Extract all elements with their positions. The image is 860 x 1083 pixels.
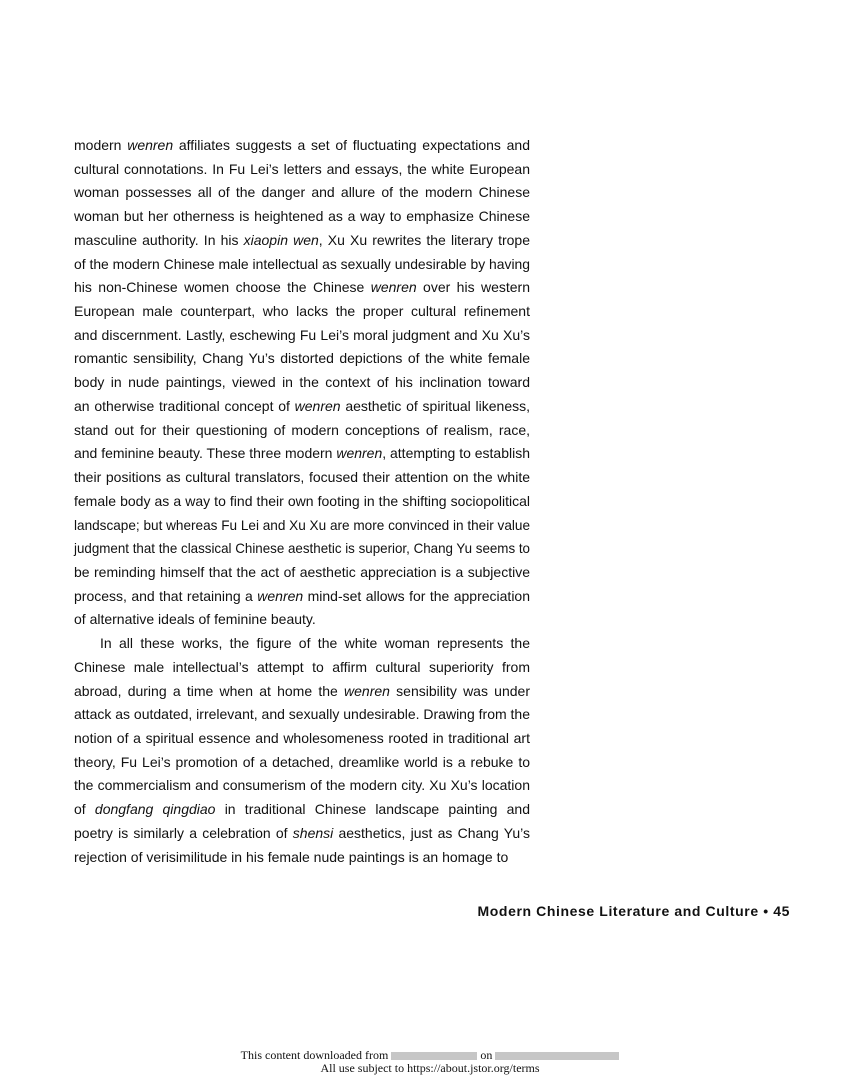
text-line-content [74, 608, 316, 632]
text-line [74, 680, 530, 704]
text-line [74, 466, 530, 490]
text-line-content [74, 514, 530, 538]
redacted-ip [391, 1052, 477, 1060]
text-run: an otherwise traditional concept of [74, 397, 295, 414]
text-run: rejection of verisimilitude in his female nude paintings is an homage to [74, 848, 509, 865]
text-line [74, 608, 530, 632]
notice-line-2: All use subject to https://about.jstor.org/terms [320, 1061, 540, 1075]
text-run: attack as outdated, irrelevant, and sexually undesirable. Drawing from the [74, 706, 530, 723]
text-line [74, 703, 530, 727]
text-line [74, 632, 530, 656]
text-line [74, 561, 530, 585]
text-run: abroad, during a time when at home the [74, 682, 345, 699]
text-line-content [74, 585, 530, 609]
text-line-content [74, 561, 530, 585]
text-run: in traditional Chinese landscape painting and [215, 801, 530, 818]
text-run: , Xu Xu rewrites the literary trope [318, 231, 530, 248]
text-run: cultural connotations. In Fu Lei’s letters and essays, the white European [74, 160, 530, 177]
text-line [74, 822, 530, 846]
text-run: theory, Fu Lei’s promotion of a detached, dreamlike world is a rebuke to [74, 753, 530, 770]
text-run: female body as a way to find their own footing in the shifting sociopolitical [74, 492, 530, 509]
text-line-content [74, 276, 530, 300]
text-run: affiliates suggests a set of fluctuating expectations and [173, 137, 530, 153]
text-line-content [74, 134, 530, 158]
text-run: of [74, 801, 95, 818]
text-run: of the modern Chinese male intellectual as sexually undesirable by having [74, 255, 530, 272]
text-line [74, 205, 530, 229]
text-line-content [74, 442, 530, 466]
text-run: masculine authority. In his [74, 231, 244, 248]
body-text [74, 134, 530, 869]
text-line [74, 419, 530, 443]
text-line-content [74, 300, 530, 324]
text-run: poetry is similarly a celebration of [74, 824, 293, 841]
text-line [74, 371, 530, 395]
text-run: stand out for their questioning of modern conceptions of realism, race, [74, 421, 530, 438]
text-run: notion of a spiritual essence and wholesomeness rooted in traditional art [74, 729, 530, 746]
text-line [74, 158, 530, 182]
text-run: aesthetics, just as Chang Yu’s [333, 824, 530, 841]
text-run: aesthetic of spiritual likeness, [340, 397, 530, 414]
text-line [74, 276, 530, 300]
text-run: woman but her otherness is heightened as a way to emphasize Chinese [74, 208, 530, 225]
italic-term: wenren [370, 279, 417, 296]
text-line [74, 514, 530, 538]
text-run: European male counterpart, who lacks the proper cultural refinement [74, 303, 530, 320]
text-line [74, 656, 530, 680]
text-line [74, 300, 530, 324]
running-footer: Modern Chinese Literature and Culture • 45 [477, 903, 790, 919]
text-line-content [74, 490, 530, 514]
text-run: woman possesses all of the danger and allure of the modern Chinese [74, 184, 530, 201]
text-run: process, and that retaining a [74, 587, 258, 604]
italic-term: wenren [294, 397, 341, 414]
text-line [74, 229, 530, 253]
text-line-content [74, 253, 530, 277]
text-line [74, 585, 530, 609]
italic-term: wenren [257, 587, 304, 604]
text-run: sensibility was under [389, 682, 530, 699]
text-run: mind-set allows for the appreciation [303, 587, 530, 604]
text-run: landscape; but whereas Fu Lei and Xu Xu are more convinced in their value [74, 516, 530, 533]
text-line [74, 490, 530, 514]
text-run: his non-Chinese women choose the Chinese [74, 279, 371, 296]
redacted-date [495, 1052, 619, 1060]
italic-term: xiaopin wen [243, 231, 319, 248]
text-line-content [74, 751, 530, 775]
text-line-content [74, 656, 530, 680]
text-run: body in nude paintings, viewed in the context of his inclination toward [74, 374, 530, 391]
text-line-content [74, 822, 530, 846]
text-line [74, 846, 530, 870]
text-line-content [74, 395, 530, 419]
text-line-content [74, 229, 530, 253]
download-notice [0, 1049, 860, 1075]
text-line [74, 442, 530, 466]
text-run: of alternative ideals of feminine beauty. [74, 611, 316, 628]
text-line-content [74, 846, 508, 870]
text-line [74, 253, 530, 277]
text-run: judgment that the classical Chinese aesthetic is superior, Chang Yu seems to [74, 540, 530, 557]
italic-term: wenren [344, 682, 390, 699]
text-line-content [100, 632, 530, 656]
text-line-content [74, 466, 530, 490]
text-run: be reminding himself that the act of aesthetic appreciation is a subjective [74, 563, 530, 580]
text-line [74, 537, 530, 561]
text-run: Chinese male intellectual’s attempt to affirm cultural superiority from [74, 658, 530, 675]
text-line-content [74, 798, 530, 822]
text-run: romantic sensibility, Chang Yu’s distorted depictions of the white female [74, 350, 530, 367]
text-line [74, 774, 530, 798]
italic-term: dongfang qingdiao [94, 801, 216, 818]
text-line-content [74, 347, 530, 371]
text-run: modern [74, 137, 128, 153]
text-line-content [74, 205, 530, 229]
text-line-content [74, 419, 530, 443]
notice-prefix: This content downloaded from [240, 1048, 389, 1062]
text-line-content [74, 537, 530, 561]
text-run: their positions as cultural translators, focused their attention on the white [74, 469, 530, 486]
text-run: In all these works, the figure of the white woman represents the [100, 635, 530, 652]
text-run: and feminine beauty. These three modern [74, 445, 337, 462]
text-run: , attempting to establish [382, 445, 530, 462]
text-line-content [74, 703, 530, 727]
italic-term: wenren [127, 137, 174, 153]
italic-term: shensi [292, 824, 334, 841]
text-line [74, 134, 530, 158]
text-line-content [74, 181, 530, 205]
text-line [74, 727, 530, 751]
text-line-content [74, 727, 530, 751]
text-run: over his western [416, 279, 530, 296]
text-line [74, 395, 530, 419]
text-line [74, 798, 530, 822]
text-line-content [74, 680, 530, 704]
text-line [74, 347, 530, 371]
notice-line-1 [0, 1049, 860, 1062]
text-line-content [74, 371, 530, 395]
italic-term: wenren [336, 445, 383, 462]
text-line-content [74, 158, 530, 182]
text-line-content [74, 324, 530, 348]
notice-on: on [480, 1048, 493, 1062]
text-line [74, 181, 530, 205]
text-line-content [74, 774, 530, 798]
text-run: and discernment. Lastly, eschewing Fu Lei’s moral judgment and Xu Xu’s [74, 326, 530, 343]
text-line [74, 751, 530, 775]
text-line [74, 324, 530, 348]
text-run: the commercialism and consumerism of the modern city. Xu Xu’s location [74, 777, 530, 794]
